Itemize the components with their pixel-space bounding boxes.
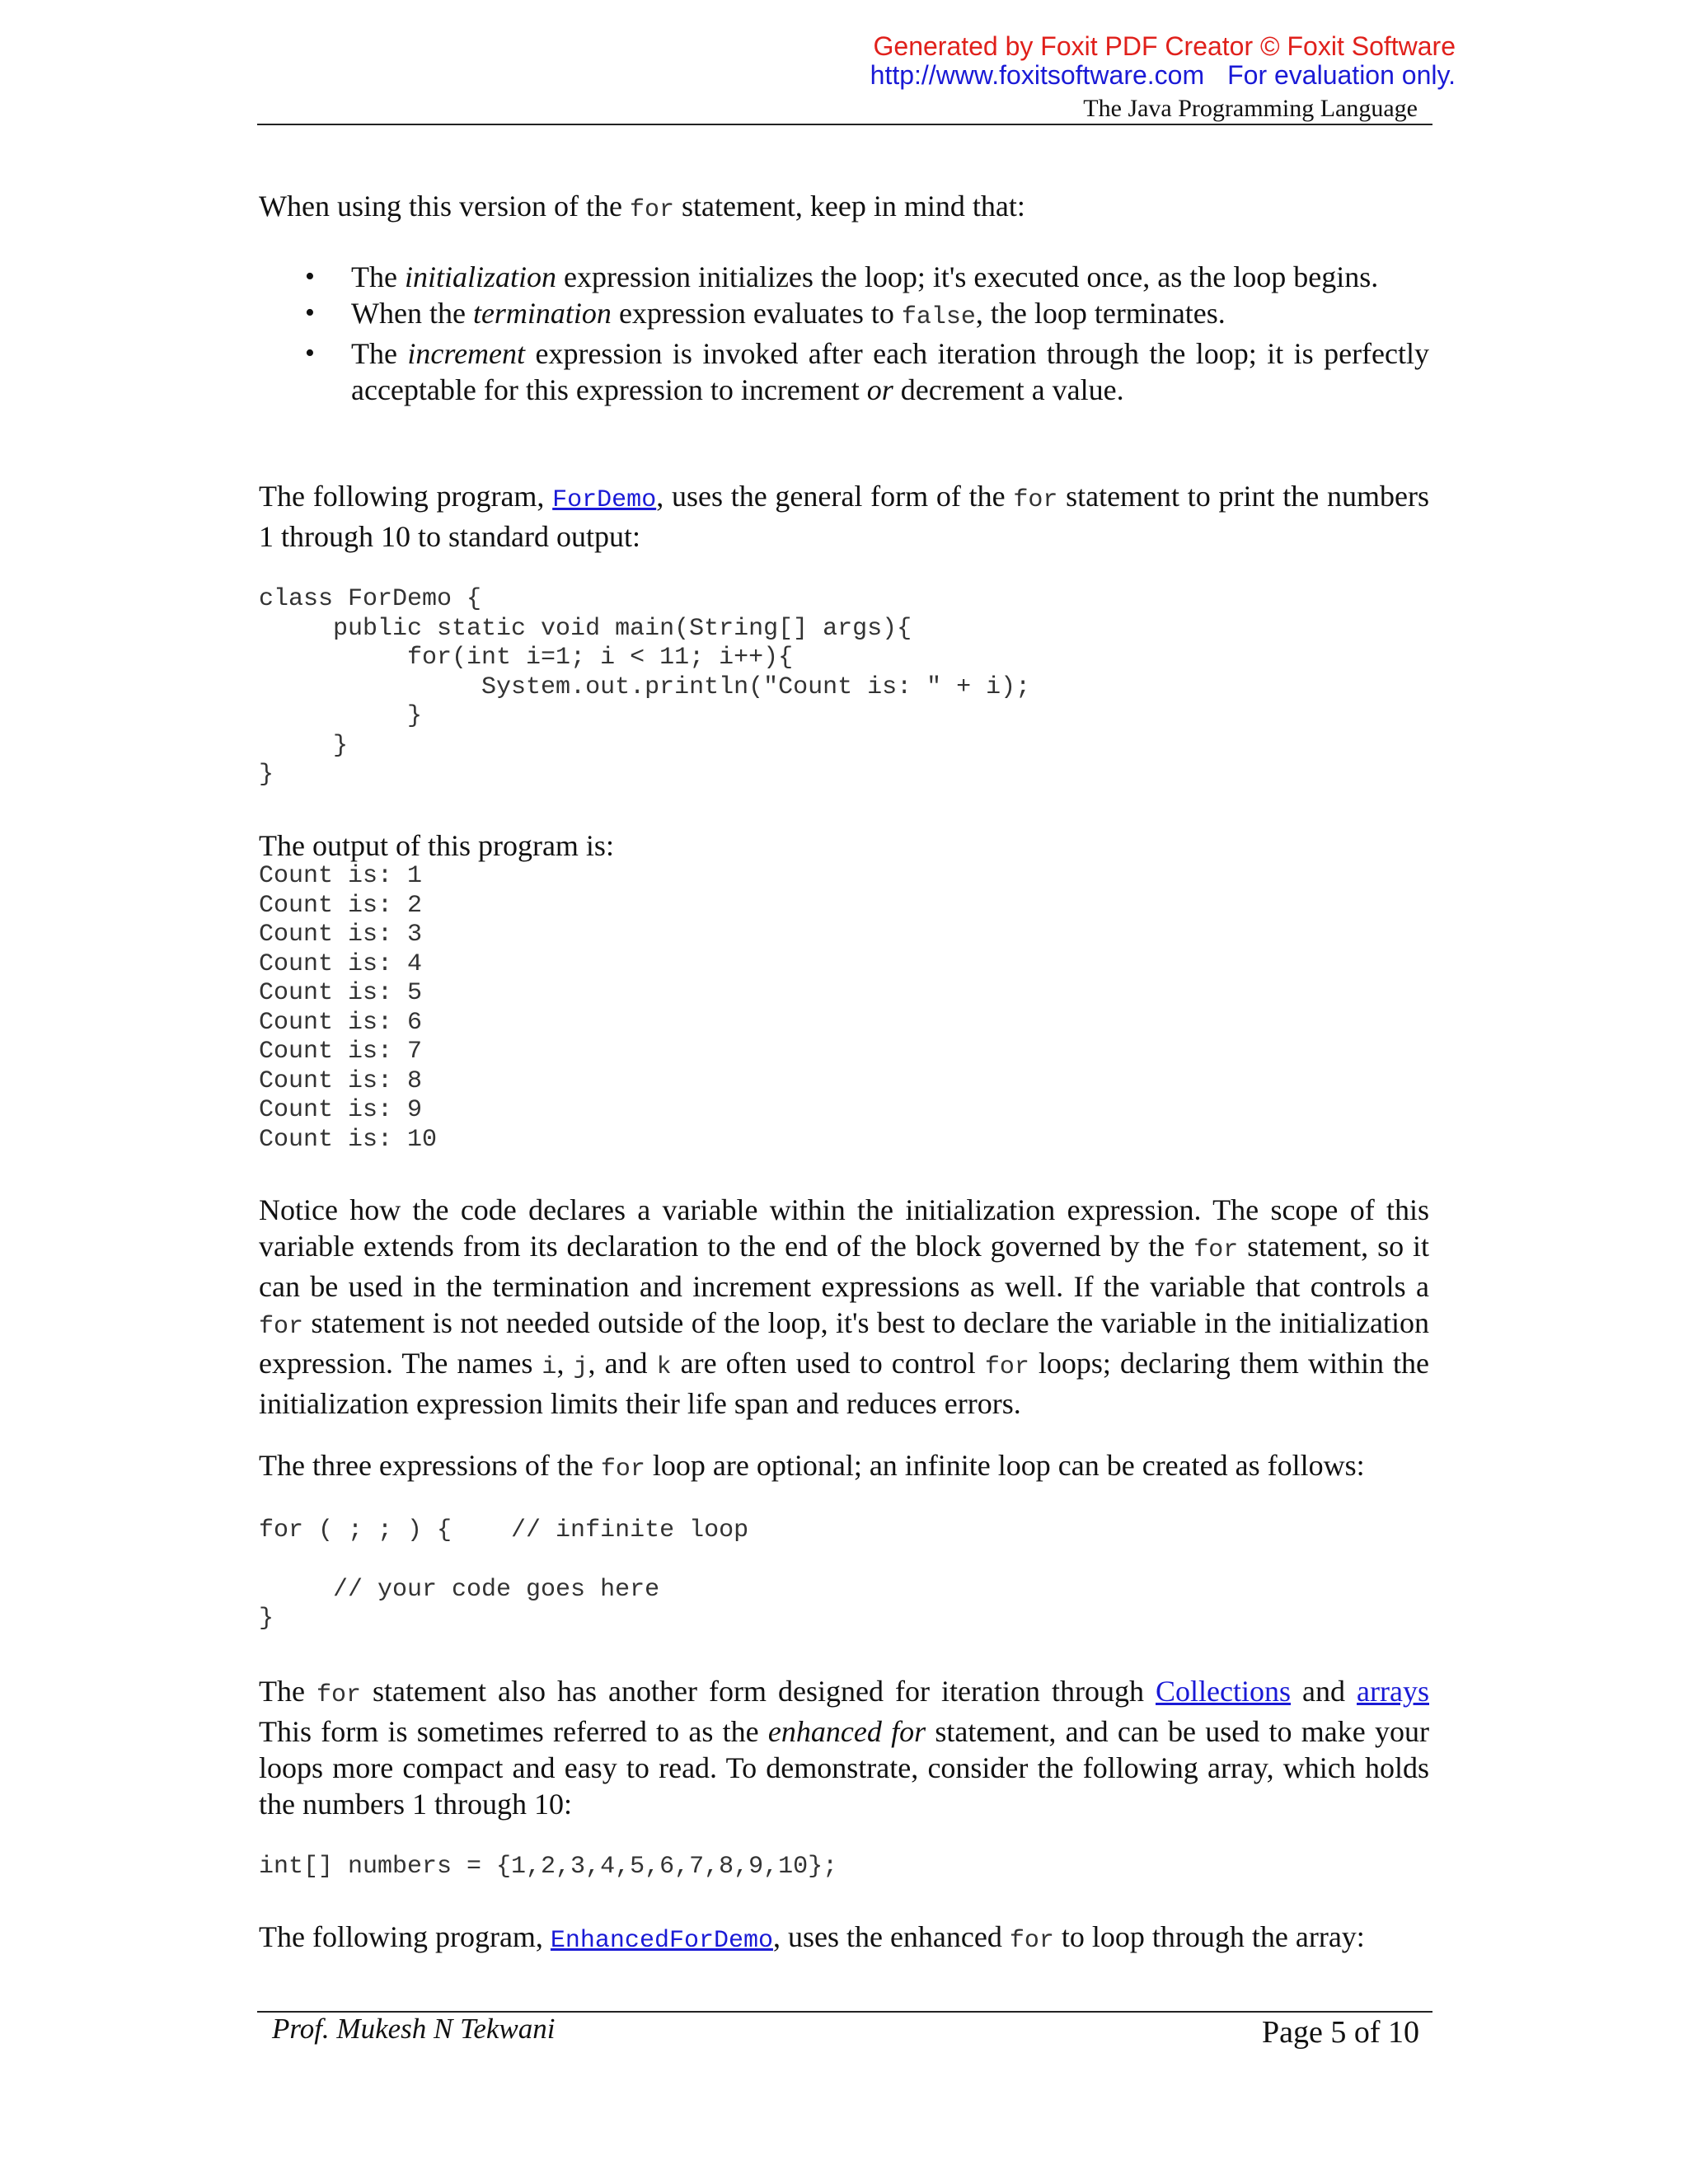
numbers-array-code-block: [259, 1853, 1429, 1882]
program-output-block: [259, 862, 1429, 1155]
enhancedfordemo-link[interactable]: EnhancedForDemo: [550, 1927, 773, 1955]
watermark-url-link[interactable]: http://www.foxitsoftware.com: [870, 60, 1205, 90]
watermark-generated-by: Generated by Foxit PDF Creator © Foxit Software: [873, 31, 1456, 61]
bullet-termination: • When the termination expression evaluates to false, the loop terminates.: [259, 295, 1429, 335]
watermark-line2: [870, 60, 1456, 90]
fordemo-paragraph: The following program, ForDemo, uses the general form of the for statement to print the numbers 1 through 10 to standard output:: [259, 480, 1429, 553]
footer-author: Prof. Mukesh N Tekwani: [272, 2013, 556, 2045]
footer-page-number: Page 5 of 10: [1261, 2015, 1419, 2050]
optional-expressions-paragraph: The three expressions of the for loop are optional; an infinite loop can be created as follows:: [259, 1449, 1365, 1483]
bullet-list: [259, 259, 1429, 408]
inline-code: for: [629, 196, 674, 224]
collections-link[interactable]: Collections: [1156, 1675, 1292, 1708]
infinite-loop-code-line: for ( ; ; ) { // infinite loop: [259, 1516, 749, 1544]
output-label: The output of this program is:: [259, 829, 614, 862]
bullet-initialization: • The initialization expression initializes the loop; it's executed once, as the loop begins.: [259, 259, 1429, 295]
enhancedfordemo-paragraph: The following program, EnhancedForDemo, uses the enhanced for to loop through the array:: [259, 1920, 1365, 1955]
fordemo-code-block: [259, 585, 1429, 790]
program-output: Count is: 1 Count is: 2 Count is: 3 Count is: 4 Count is: 5 Count is: 6 Count is: 7 Count is: 8 Count is: 9 Count is: 10: [259, 862, 438, 1154]
header-rule: [257, 124, 1432, 125]
intro-paragraph: When using this version of the for statement, keep in mind that:: [259, 190, 1025, 224]
infinite-loop-code-body: // your code goes here }: [259, 1575, 660, 1633]
infinite-loop-code-block: [259, 1516, 1429, 1634]
enhanced-for-paragraph: The for statement also has another form designed for iteration through Collections and arrays This form is sometimes referred to as the enhanced for statement, and can be used to make your loops more compact and easy to read. To demonstrate, consider the following array, which holds the numbers 1 through 10:: [259, 1675, 1429, 1821]
numbers-array-code: int[] numbers = {1,2,3,4,5,6,7,8,9,10};: [259, 1853, 838, 1881]
fordemo-code: class ForDemo { public static void main(String[] args){ for(int i=1; i < 11; i++){ System.out.println("Count is: " + i); } } }: [259, 585, 1031, 789]
scope-paragraph: Notice how the code declares a variable within the initialization expression. The scope of this variable extends from its declaration to the end of the block governed by the for statement, so it can be used in the termination and increment expressions as well. If the variable that controls a for statement is not needed outside of the loop, it's best to declare the variable in the initialization expression. The names i, j, and k are often used to control for loops; declaring them within the initialization expression limits their life span and reduces errors.: [259, 1193, 1430, 1420]
bullet-increment: • The increment expression is invoked after each iteration through the loop; it is perfectly acceptable for this expression to increment or decrement a value.: [259, 335, 1429, 408]
fordemo-link[interactable]: ForDemo: [552, 486, 657, 514]
running-header-title: The Java Programming Language: [1083, 95, 1418, 122]
watermark-evaluation-note: For evaluation only.: [1227, 60, 1456, 90]
arrays-link[interactable]: arrays: [1357, 1675, 1429, 1708]
